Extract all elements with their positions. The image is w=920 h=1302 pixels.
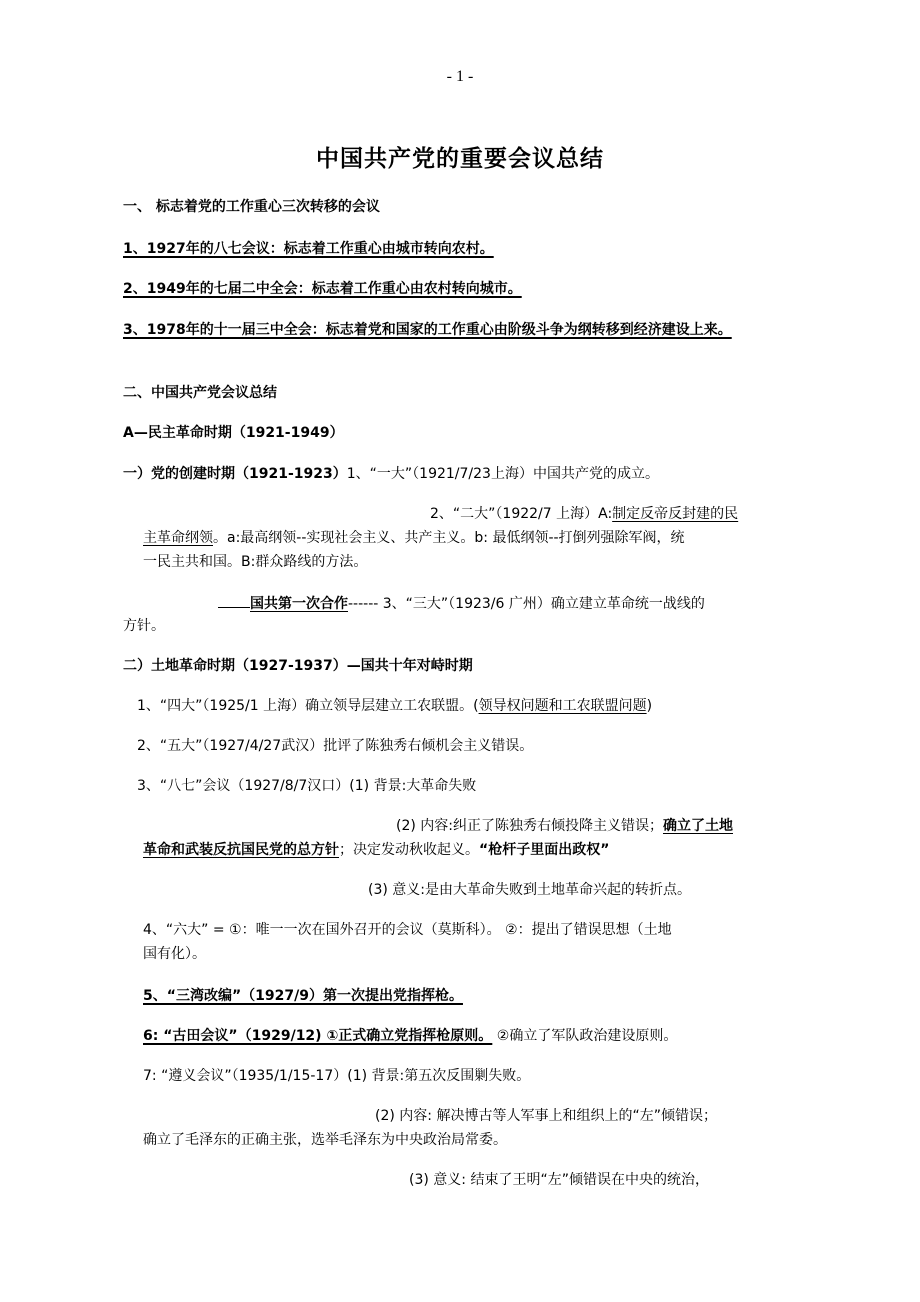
shift-item-1: 1、1927年的八七会议：标志着工作重心由城市转向农村。 bbox=[123, 241, 494, 257]
gutian-meeting-line bbox=[143, 1027, 677, 1045]
section2-heading: 二、中国共产党会议总结 bbox=[123, 385, 277, 401]
august-seventh-policy-cont: 革命和武装反抗国民党的总方针 bbox=[143, 842, 339, 858]
section1-heading: 一、 标志着党的工作重心三次转移的会议 bbox=[123, 199, 380, 215]
fourth-congress-suffix: ) bbox=[646, 698, 653, 714]
shift-item-2: 2、1949年的七届二中全会：标志着工作重心由农村转向城市。 bbox=[123, 281, 522, 297]
fourth-congress-prefix: 1、“四大”（1925/1 上海）确立领导层建立工农联盟。( bbox=[137, 698, 479, 714]
political-power-quote: “枪杆子里面出政权” bbox=[479, 842, 610, 858]
zunyi-meaning: (3) 意义: 结束了王明“左”倾错误在中央的统治， bbox=[409, 1172, 709, 1188]
sanwan-reorganization: 5、“三湾改编”（1927/9）第一次提出党指挥枪。 bbox=[143, 988, 463, 1004]
zunyi-content: (2) 内容: 解决博古等人军事上和组织上的“左”倾错误； bbox=[375, 1108, 717, 1124]
fourth-congress-line bbox=[137, 697, 652, 715]
sixth-congress: 4、“六大” = ①：唯一一次在国外召开的会议（莫斯科）。 ②：提出了错误思想（土地 bbox=[143, 922, 672, 938]
zunyi-content-line-2: 确立了毛泽东的正确主张，选举毛泽东为中央政治局常委。 bbox=[143, 1132, 507, 1148]
document-title: 中国共产党的重要会议总结 bbox=[316, 146, 604, 172]
land-revolution-heading: 二）土地革命时期（1927-1937）—国共十年对峙时期 bbox=[123, 658, 473, 674]
gutian-military-principle: ②确立了军队政治建设原则。 bbox=[492, 1028, 678, 1044]
second-congress-line-3: 一民主共和国。B:群众路线的方法。 bbox=[143, 554, 368, 570]
founding-period-line bbox=[123, 465, 659, 483]
second-congress-prefix: 2、“二大”（1922/7 上海）A: bbox=[430, 506, 613, 522]
august-seventh-content-line-2 bbox=[143, 841, 609, 859]
page-number: - 1 - bbox=[446, 68, 474, 85]
second-congress-line-2 bbox=[143, 529, 685, 547]
cooperation-dash: ------ bbox=[348, 596, 379, 612]
shift-item-3: 3、1978年的十一届三中全会：标志着党和国家的工作重心由阶级斗争为纲转移到经济建设上来。 bbox=[123, 322, 732, 338]
fourth-congress-issues: 领导权问题和工农联盟问题 bbox=[478, 698, 647, 714]
august-seventh-meaning: (3) 意义:是由大革命失败到土地革命兴起的转折点。 bbox=[368, 882, 691, 898]
second-congress-line bbox=[430, 505, 738, 523]
autumn-harvest-uprising: ；决定发动秋收起义。 bbox=[339, 842, 479, 858]
second-congress-program-cont: 主革命纲领 bbox=[143, 530, 213, 546]
fifth-congress: 2、“五大”（1927/4/27武汉）批评了陈独秀右倾机会主义错误。 bbox=[137, 738, 534, 754]
founding-period-heading: 一）党的创建时期（1921-1923） bbox=[123, 466, 347, 482]
august-seventh-content: (2) 内容:纠正了陈独秀右倾投降主义错误； bbox=[396, 818, 663, 834]
sixth-congress-line-2: 国有化）。 bbox=[143, 946, 206, 962]
august-seventh-meeting: 3、“八七”会议（1927/8/7汉口）(1) 背景:大革命失败 bbox=[137, 778, 477, 794]
second-congress-details: 。a:最高纲领--实现社会主义、共产主义。b: 最低纲领--打倒列强除军阀，统 bbox=[213, 530, 685, 546]
august-seventh-policy: 确立了土地 bbox=[663, 818, 733, 834]
third-congress-line bbox=[218, 593, 705, 613]
second-congress-program: 制定反帝反封建的民 bbox=[612, 506, 739, 522]
zunyi-meeting: 7: “遵义会议”（1935/1/15-17）(1) 背景:第五次反围剿失败。 bbox=[143, 1068, 531, 1084]
gutian-meeting: 6: “古田会议”（1929/12) ①正式确立党指挥枪原则。 bbox=[143, 1028, 493, 1044]
third-congress: 3、“三大”（1923/6 广州）确立建立革命统一战线的 bbox=[378, 596, 705, 612]
period-a-heading: A—民主革命时期（1921-1949） bbox=[123, 425, 344, 441]
third-congress-line-2: 方针。 bbox=[123, 618, 165, 634]
first-kmt-cpc-cooperation: 国共第一次合作 bbox=[250, 596, 348, 612]
first-congress: 1、“一大”（1921/7/23上海）中国共产党的成立。 bbox=[346, 466, 659, 482]
august-seventh-content-line bbox=[396, 817, 733, 835]
